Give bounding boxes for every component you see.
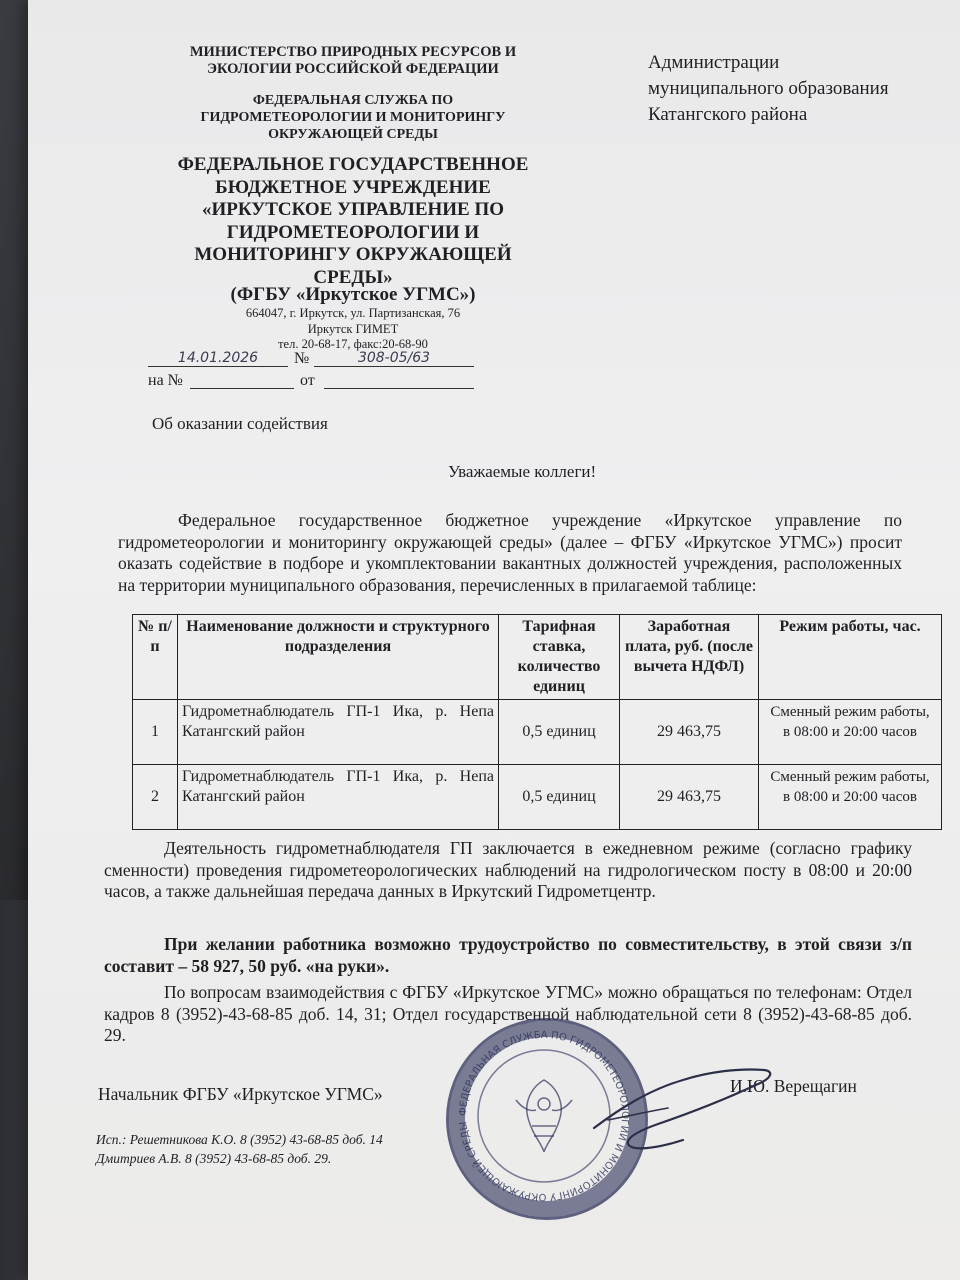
organization-phones: тел. 20-68-17, факс:20-68-90: [278, 337, 428, 351]
organization-unit: Иркутск ГИМЕТ: [307, 321, 399, 336]
executors-block: [96, 1130, 383, 1168]
recipient-line-3: Катангского района: [648, 104, 808, 125]
recipient-block: [648, 50, 948, 128]
reply-date-label: от: [300, 372, 315, 389]
column-number: № п/п: [133, 615, 178, 700]
column-salary: Заработная плата, руб. (после вычета НДФЛ): [620, 615, 759, 700]
reply-number-label: на №: [148, 372, 183, 389]
column-mode: Режим работы, час.: [759, 615, 942, 700]
handwritten-signature-icon: [588, 1050, 778, 1160]
recipient-line-1: Администрации: [648, 52, 780, 73]
stamp-text: ФЕДЕРАЛЬНАЯ СЛУЖБА ПО ГИДРОМЕТЕОРОЛОГИИ И МОНИТОРИНГУ ОКРУЖАЮЩЕЙ СРЕДЫ: [457, 1029, 631, 1203]
row-mode-hours: в 08:00 и 20:00 часов: [783, 789, 917, 805]
registration-number: 308-05/63: [314, 350, 474, 367]
organization-address: 664047, г. Иркутск, ул. Партизанская, 76: [245, 306, 461, 320]
registration-line: [148, 350, 478, 370]
duties-paragraph: Деятельность гидрометнаблюдателя ГП заключается в ежедневном режиме (согласно графику сменности) проведения гидрометеорологических наблюдений на гидрологическом посту в 08:00 и 20:00 часов, а также дальнейшая передача данных в Иркутский Гидрометцентр.: [104, 838, 912, 901]
row-mode-hours: в 08:00 и 20:00 часов: [783, 724, 917, 740]
column-rate: Тарифная ставка, количество единиц: [499, 615, 620, 700]
row-position: Гидрометнаблюдатель ГП-1 Ика, р. Непа Катангский район: [178, 765, 499, 830]
service-header: ФЕДЕРАЛЬНАЯ СЛУЖБА ПО ГИДРОМЕТЕОРОЛОГИИ И МОНИТОРИНГУ ОКРУЖАЮЩЕЙ СРЕДЫ: [200, 93, 506, 142]
row-rate: 0,5 единиц: [499, 700, 620, 765]
contacts-paragraph: По вопросам взаимодействия с ФГБУ «Иркутское УГМС» можно обращаться по телефонам: Отдел кадров 8 (3952)-43-68-85 доб. 14, 31; Отдел государственной наблюдательной сети 8 (3952)-43-68-85 доб. 29.: [104, 982, 912, 1045]
row-mode-text: Сменный режим работы,: [770, 769, 930, 785]
table-row: [133, 765, 942, 830]
organization-short-name: (ФГБУ «Иркутское УГМС»): [230, 284, 476, 305]
part-time-paragraph: При желании работника возможно трудоустройство по совместительству, в этой связи з/п составит – 58 927, 50 руб. «на руки».: [104, 934, 912, 976]
recipient-line-2: муниципального образования: [648, 78, 889, 99]
row-mode-text: Сменный режим работы,: [770, 704, 930, 720]
row-mode: [759, 700, 942, 765]
row-number: 1: [133, 700, 178, 765]
organization-contacts: [203, 306, 503, 353]
signatory-name: И.Ю. Верещагин: [730, 1076, 857, 1096]
registration-number-label: №: [294, 350, 310, 367]
reply-line: [148, 372, 478, 392]
reply-number-blank: [190, 388, 294, 389]
table-row: [133, 700, 942, 765]
executor-line-1: Исп.: Решетникова К.О. 8 (3952) 43-68-85 доб. 14: [96, 1132, 383, 1147]
row-position: Гидрометнаблюдатель ГП-1 Ика, р. Непа Катангский район: [178, 700, 499, 765]
letter-page: [28, 0, 960, 1280]
letter-subject: Об оказании содействия: [152, 414, 328, 433]
executor-line-2: Дмитриев А.В. 8 (3952) 43-68-85 доб. 29.: [96, 1151, 332, 1166]
row-number: 2: [133, 765, 178, 830]
organization-full-name: ФЕДЕРАЛЬНОЕ ГОСУДАРСТВЕННОЕ БЮДЖЕТНОЕ УЧРЕЖДЕНИЕ «ИРКУТСКОЕ УПРАВЛЕНИЕ ПО ГИДРОМЕТЕОРОЛОГИИ И МОНИТОРИНГУ ОКРУЖАЮЩЕЙ СРЕДЫ»: [177, 154, 529, 288]
column-position: Наименование должности и структурного подразделения: [178, 615, 499, 700]
row-salary: 29 463,75: [620, 700, 759, 765]
row-mode: [759, 765, 942, 830]
letter-greeting: Уважаемые коллеги!: [448, 462, 597, 481]
reply-date-blank: [324, 388, 474, 389]
table-header-row: [133, 615, 942, 700]
signatory-title: Начальник ФГБУ «Иркутское УГМС»: [98, 1084, 383, 1104]
ministry-header: МИНИСТЕРСТВО ПРИРОДНЫХ РЕСУРСОВ И ЭКОЛОГИИ РОССИЙСКОЙ ФЕДЕРАЦИИ: [189, 44, 517, 77]
row-rate: 0,5 единиц: [499, 765, 620, 830]
registration-date: 14.01.2026: [148, 350, 288, 367]
vacancies-table: [132, 614, 942, 830]
intro-paragraph: Федеральное государственное бюджетное учреждение «Иркутское управление по гидрометеорологии и мониторингу окружающей среды» (далее – ФГБУ «Иркутское УГМС») просит оказать содействие в подборе и укомплектовании вакантных должностей учреждения, расположенных на территории муниципального образования, перечисленных в прилагаемой таблице:: [118, 510, 902, 595]
row-salary: 29 463,75: [620, 765, 759, 830]
